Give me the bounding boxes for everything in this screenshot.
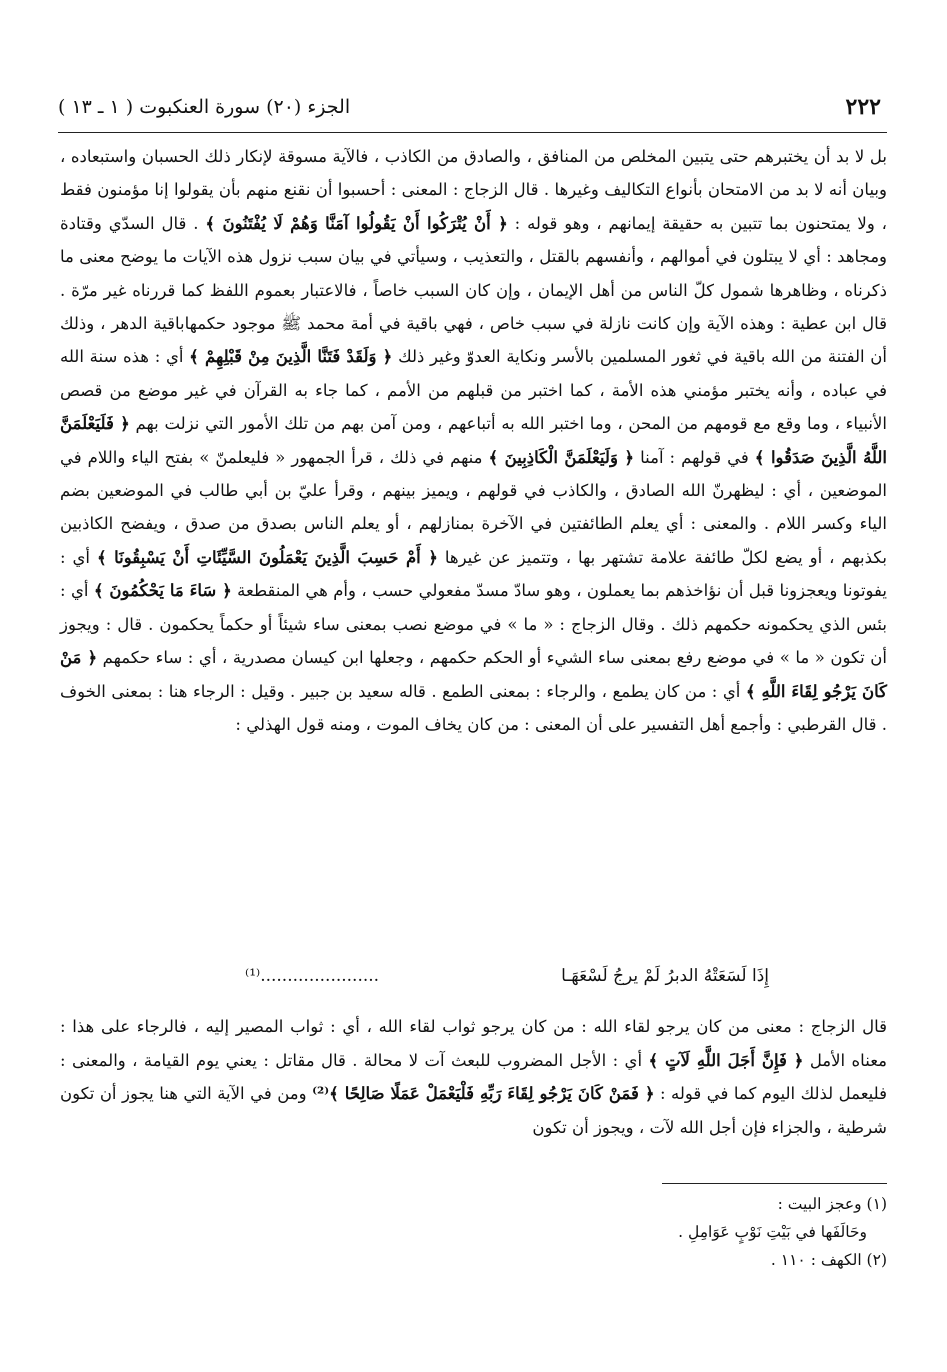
text-run: في قولهم : آمنا <box>634 447 755 467</box>
quran-verse: ﴿ مَنْ كَانَ يَرْجُو لِقَاءَ اللَّهِ ﴾ <box>60 648 887 701</box>
text-run: ومن في الآية التي هنا يجوز أن تكون شرطية ، والجزاء فإن أجل الله لآت ، ويجوز أن تكون <box>60 1084 887 1137</box>
main-text <box>60 140 887 741</box>
page-header <box>58 92 887 132</box>
quran-verse: ﴿ وَلَقَدْ فَتَنَّا الَّذِينَ مِنْ قَبْلِهِمْ ﴾ <box>189 347 393 367</box>
quran-verse: ﴿ فَلَيَعْلَمَنَّ اللَّهُ الَّذِينَ صَدَقُوا ﴾ <box>60 414 887 467</box>
verse-hemistich-2: ......................⁽¹⁾ <box>245 966 380 986</box>
text-run: أي : الأجل المضروب للبعث آت لا محالة . قال مقاتل : يعني يوم القيامة ، والمعنى : فليعمل لذلك اليوم كما في قوله : <box>60 1050 887 1104</box>
text-run: قال الزجاج : معنى من كان يرجو لقاء الله : من كان يرجو ثواب لقاء الله ، أي : ثواب المصير إليه ، فالرجاء على هذا : معناه الأمل <box>60 1017 887 1070</box>
running-title: الجزء (٢٠) سورة العنكبوت ( ١ ـ ١٣ ) <box>58 96 351 118</box>
quran-verse: ﴿ فَمَنْ كَانَ يَرْجُو لِقَاءَ رَبِّهِ فَلْيَعْمَلْ عَمَلًا صَالِحًا ﴾⁽²⁾ <box>312 1084 655 1104</box>
footnote-rule <box>662 1183 887 1184</box>
quran-verse: ﴿ أَنْ يُتْرَكُوا أَنْ يَقُولُوا آمَنَّا وَهُمْ لَا يُفْتَنُونَ ﴾ <box>205 213 508 233</box>
main-text-continued <box>60 1010 887 1144</box>
quran-verse: ﴿ وَلَيَعْلَمَنَّ الْكَاذِبِينَ ﴾ <box>488 447 635 467</box>
quran-verse: ﴿ سَاءَ مَا يَحْكُمُونَ ﴾ <box>93 581 232 601</box>
text-run: أي : بئس الذي يحكمونه حكمهم ذلك . وقال الزجاج : « ما » في موضع نصب بمعنى ساء شيئاً أو حكماً يحكمون . قال : ويجوز أن تكون « ما » في موضع رفع بمعنى ساء الشيء أو الحكم حكمهم ، وجعلها ابن كيسان مصدرية ، أي : ساء حكمهم <box>60 581 888 668</box>
text-run: منهم في ذلك ، قرأ الجمهور « فليعلمنّ » بفتح الياء واللام في الموضعين ، أي : ليظهرنّ الله الصادق ، والكاذب في قولهم ، ويميز بينهم ، وقرأ عليّ بن أبي طالب في الموضعين بضم الياء وكسر اللام . والمعنى : أي يعلم الطائفتين في الآخرة بمنازلهم ، أو يعلم الناس بصدق من صدق ، ويفضح الكاذبين بكذبهم ، أو يضع لكلّ طائفة علامة تشتهر بها ، وتتميز عن غيرها <box>60 447 887 567</box>
verse-hemistich-1: إِذَا لَسَعَتْهُ الدبرُ لَمْ يرجُ لَسْعَهَـا <box>561 966 769 986</box>
text-run: أي : هذه سنة الله في عباده ، وأنه يختبر مؤمني هذه الأمة ، كما اختبر من قبلهم من الأمم ، كما جاء به القرآن في غير موضع من قصص الأنبياء ، وما وقع مع قومهم من المحن ، وما اختبر الله به أتباعهم ، ومن آمن بهم من تلك الأمور التي نزلت بهم <box>60 347 887 434</box>
text-run: بل لا بد أن يختبرهم حتى يتبين المخلص من المنافق ، والصادق من الكاذب ، فالآية مسوقة لإنكار ذلك الحسبان واستبعاده ، وبيان أنه لا بد من الامتحان بأنواع التكاليف وغيرها . قال الزجاج : المعنى : أحسبوا أن نقنع منهم بأن يقولوا إنا مؤمنون فقط ، ولا يمتحنون بما تتبين به حقيقة إيمانهم ، وهو قوله : <box>60 147 888 233</box>
paragraph-1 <box>60 140 887 741</box>
footnote-1: (١) وعجز البيت : <box>777 1195 887 1213</box>
text-run: . قال السدّي وقتادة ومجاهد : أي لا يبتلون في أموالهم ، وأنفسهم بالقتل ، والتعذيب ، وسيأتي في بيان سبب نزول هذه الآيات ما يوضح معنى ما ذكرناه ، وظاهرها شمول كلّ الناس من أهل الإيمان ، وإن كان السبب خاصاً ، فالاعتبار بعموم اللفظ كما قررناه غير مرّة . قال ابن عطية : وهذه الآية وإن كانت نازلة في سبب خاص ، فهي باقية في أمة محمد ﷺ موجود حكمهاباقية الدهر ، وذلك أن الفتنة من الله باقية في ثغور المسلمين بالأسر ونكاية العدوّ وغير ذلك <box>60 213 887 367</box>
poetry-verse <box>60 960 887 1000</box>
footnote-1-verse: وحَالَفَها في بَيْتِ نَوْبٍ عَوَامِلِ . <box>678 1223 867 1241</box>
page-number: ٢٢٢ <box>845 94 881 120</box>
text-run: أي : يفوتونا ويعجزونا قبل أن نؤاخذهم بما يعملون ، وهو سادّ مسدّ مفعولي حسب ، وأم هي المنقطعة <box>60 547 887 601</box>
paragraph-2 <box>60 1010 887 1144</box>
footnotes <box>60 1190 887 1274</box>
text-run: أي : من كان يطمع ، والرجاء : بمعنى الطمع . قاله سعيد بن جبير . وقيل : الرجاء هنا : بمعنى الخوف . قال القرطبي : وأجمع أهل التفسير على أن المعنى : من كان يخاف الموت ، ومنه قول الهذلي : <box>60 681 887 734</box>
quran-verse: ﴿ فَإِنَّ أَجَلَ اللَّهِ لَآتٍ ﴾ <box>648 1050 804 1070</box>
footnote-2: (٢) الكهف : ١١٠ . <box>770 1251 887 1269</box>
header-rule <box>58 132 887 133</box>
quran-verse: ﴿ أَمْ حَسِبَ الَّذِينَ يَعْمَلُونَ السَّيِّئَاتِ أَنْ يَسْبِقُونَا ﴾ <box>96 547 438 567</box>
